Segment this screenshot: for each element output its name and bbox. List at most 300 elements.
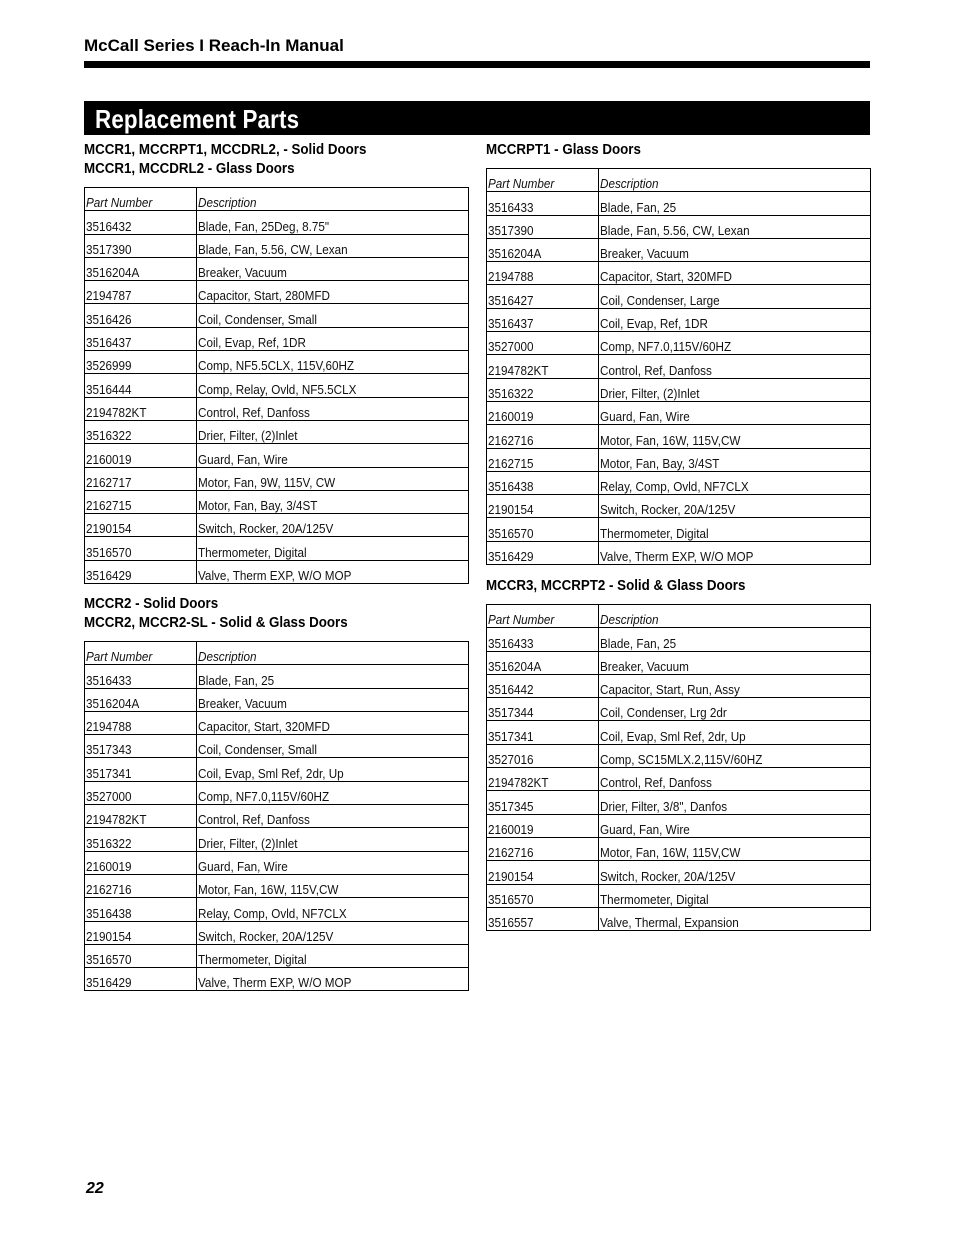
part-number-cell	[85, 921, 197, 944]
table-row	[487, 448, 871, 471]
part-number-cell-text: 2160019	[488, 409, 534, 425]
table-row	[85, 851, 469, 874]
part-number-cell-text: 3516322	[86, 428, 132, 444]
table-row	[85, 397, 469, 420]
column-header-description-label: Description	[600, 612, 659, 628]
table-row	[487, 238, 871, 261]
part-number-cell	[487, 698, 599, 721]
part-number-cell-text: 2190154	[86, 928, 132, 944]
description-cell	[599, 674, 871, 697]
parts-block-mccrpt1	[486, 141, 871, 565]
description-cell-text: Comp, Relay, Ovld, NF5.5CLX	[198, 381, 357, 397]
parts-table	[486, 604, 871, 931]
part-number-cell	[487, 651, 599, 674]
description-cell	[197, 234, 469, 257]
description-cell-text: Switch, Rocker, 20A/125V	[198, 928, 334, 944]
part-number-cell-text: 2194782KT	[86, 812, 147, 828]
description-cell	[599, 448, 871, 471]
description-cell	[599, 628, 871, 651]
part-number-cell	[487, 628, 599, 651]
description-cell	[599, 768, 871, 791]
header-rule	[84, 61, 870, 68]
part-number-cell-text: 3516438	[488, 479, 534, 495]
block-heading-line: MCCR2 - Solid Doors	[84, 596, 219, 612]
section-title: Replacement Parts	[95, 104, 300, 134]
description-cell	[599, 308, 871, 331]
parts-table	[486, 168, 871, 565]
table-row	[487, 518, 871, 541]
column-header-part-number-label: Part Number	[488, 176, 555, 192]
table-row	[487, 262, 871, 285]
column-header-part-number	[487, 605, 599, 628]
table-row	[487, 425, 871, 448]
part-number-cell-text: 2162716	[488, 432, 534, 448]
table-row	[85, 444, 469, 467]
part-number-cell	[85, 281, 197, 304]
description-cell	[197, 921, 469, 944]
part-number-cell-text: 3516444	[86, 381, 132, 397]
table-row	[85, 828, 469, 851]
description-cell	[599, 907, 871, 930]
part-number-cell	[85, 805, 197, 828]
part-number-cell-text: 2160019	[86, 451, 132, 467]
table-row	[487, 884, 871, 907]
description-cell	[599, 215, 871, 238]
block-heading-line: MCCR1, MCCRPT1, MCCDRL2, - Solid Doors	[84, 142, 367, 158]
description-cell	[197, 665, 469, 688]
description-cell-text: Blade, Fan, 25Deg, 8.75"	[198, 218, 329, 234]
table-row	[487, 814, 871, 837]
parts-table	[84, 641, 469, 991]
part-number-cell	[487, 192, 599, 215]
part-number-cell-text: 3516427	[488, 292, 534, 308]
manual-title: McCall Series I Reach-In Manual	[84, 36, 344, 55]
description-cell	[599, 518, 871, 541]
table-row	[487, 791, 871, 814]
description-cell-text: Capacitor, Start, Run, Assy	[600, 682, 740, 698]
table-row	[85, 420, 469, 443]
table-row	[85, 374, 469, 397]
description-cell-text: Motor, Fan, 9W, 115V, CW	[198, 474, 336, 490]
description-cell-text: Comp, SC15MLX.2,115V/60HZ	[600, 752, 763, 768]
description-cell	[599, 471, 871, 494]
part-number-cell-text: 3516437	[86, 335, 132, 351]
part-number-cell-text: 3517344	[488, 705, 534, 721]
description-cell	[197, 898, 469, 921]
description-cell	[197, 351, 469, 374]
description-cell-text: Valve, Therm EXP, W/O MOP	[198, 975, 352, 991]
description-cell	[197, 327, 469, 350]
part-number-cell	[85, 944, 197, 967]
table-row	[487, 861, 871, 884]
description-cell-text: Thermometer, Digital	[600, 525, 709, 541]
part-number-cell	[85, 327, 197, 350]
block-heading-line: MCCR2, MCCR2-SL - Solid & Glass Doors	[84, 615, 348, 631]
description-cell	[599, 721, 871, 744]
description-cell	[599, 651, 871, 674]
table-row	[487, 495, 871, 518]
description-cell-text: Drier, Filter, (2)Inlet	[600, 385, 700, 401]
description-cell	[599, 495, 871, 518]
part-number-cell-text: 2194782KT	[488, 775, 549, 791]
description-cell-text: Blade, Fan, 25	[198, 672, 275, 688]
description-cell	[197, 805, 469, 828]
part-number-cell-text: 2194782KT	[86, 404, 147, 420]
description-cell	[599, 401, 871, 424]
part-number-cell-text: 3516433	[488, 199, 534, 215]
description-cell	[599, 884, 871, 907]
part-number-cell	[85, 781, 197, 804]
description-cell	[197, 211, 469, 234]
table-row	[85, 968, 469, 991]
part-number-cell	[487, 238, 599, 261]
description-cell	[599, 238, 871, 261]
description-cell-text: Comp, NF5.5CLX, 115V,60HZ	[198, 358, 355, 374]
table-row	[85, 490, 469, 513]
column-header-part-number-label: Part Number	[86, 649, 153, 665]
description-cell	[197, 828, 469, 851]
table-row	[487, 674, 871, 697]
part-number-cell-text: 3527000	[86, 789, 132, 805]
part-number-cell	[487, 332, 599, 355]
column-header-description	[599, 605, 871, 628]
part-number-cell-text: 3516322	[86, 835, 132, 851]
table-header-row	[487, 605, 871, 628]
part-number-cell	[85, 211, 197, 234]
table-row	[85, 327, 469, 350]
description-cell	[197, 711, 469, 734]
description-cell	[599, 425, 871, 448]
part-number-cell-text: 3517345	[488, 798, 534, 814]
table-row	[85, 257, 469, 280]
description-cell-text: Switch, Rocker, 20A/125V	[600, 502, 736, 518]
description-cell	[599, 814, 871, 837]
table-row	[487, 215, 871, 238]
description-cell	[197, 420, 469, 443]
part-number-cell	[487, 744, 599, 767]
part-number-cell	[487, 448, 599, 471]
part-number-cell-text: 2162715	[488, 455, 534, 471]
column-header-part-number-label: Part Number	[86, 195, 153, 211]
description-cell-text: Drier, Filter, (2)Inlet	[198, 428, 298, 444]
part-number-cell-text: 2194788	[488, 269, 534, 285]
part-number-cell	[487, 518, 599, 541]
part-number-cell-text: 3516570	[86, 952, 132, 968]
table-row	[487, 378, 871, 401]
description-cell-text: Relay, Comp, Ovld, NF7CLX	[198, 905, 347, 921]
column-header-part-number	[85, 642, 197, 665]
part-number-cell	[85, 560, 197, 583]
part-number-cell	[85, 374, 197, 397]
part-number-cell-text: 3517343	[86, 742, 132, 758]
part-number-cell	[487, 907, 599, 930]
description-cell-text: Control, Ref, Danfoss	[600, 362, 712, 378]
table-row	[85, 898, 469, 921]
part-number-cell-text: 3516570	[86, 544, 132, 560]
table-row	[487, 744, 871, 767]
part-number-cell-text: 3527016	[488, 752, 534, 768]
description-cell	[197, 944, 469, 967]
description-cell	[197, 758, 469, 781]
part-number-cell	[85, 420, 197, 443]
part-number-cell-text: 2162716	[86, 882, 132, 898]
description-cell-text: Valve, Therm EXP, W/O MOP	[198, 568, 352, 584]
part-number-cell-text: 3516442	[488, 682, 534, 698]
part-number-cell	[85, 665, 197, 688]
part-number-cell	[487, 471, 599, 494]
table-row	[487, 907, 871, 930]
description-cell-text: Breaker, Vacuum	[600, 246, 689, 262]
description-cell	[197, 281, 469, 304]
description-cell-text: Switch, Rocker, 20A/125V	[600, 868, 736, 884]
part-number-cell-text: 2162717	[86, 474, 132, 490]
table-row	[85, 514, 469, 537]
part-number-cell	[487, 425, 599, 448]
description-cell	[599, 262, 871, 285]
table-row	[85, 211, 469, 234]
description-cell-text: Switch, Rocker, 20A/125V	[198, 521, 334, 537]
description-cell-text: Thermometer, Digital	[198, 544, 307, 560]
table-row	[487, 768, 871, 791]
description-cell-text: Coil, Evap, Ref, 1DR	[198, 335, 306, 351]
description-cell	[197, 490, 469, 513]
column-header-description-label: Description	[600, 176, 659, 192]
description-cell-text: Control, Ref, Danfoss	[198, 812, 310, 828]
part-number-cell	[487, 401, 599, 424]
part-number-cell-text: 2194787	[86, 288, 132, 304]
part-number-cell	[487, 837, 599, 860]
description-cell-text: Valve, Thermal, Expansion	[600, 915, 739, 931]
table-row	[487, 628, 871, 651]
part-number-cell	[85, 735, 197, 758]
part-number-cell	[85, 537, 197, 560]
description-cell	[197, 444, 469, 467]
table-row	[85, 351, 469, 374]
part-number-cell-text: 3517341	[86, 765, 132, 781]
block-heading-line: MCCR3, MCCRPT2 - Solid & Glass Doors	[486, 578, 746, 594]
part-number-cell-text: 3516438	[86, 905, 132, 921]
description-cell	[197, 514, 469, 537]
column-header-description	[197, 642, 469, 665]
part-number-cell	[85, 711, 197, 734]
column-header-description	[197, 188, 469, 211]
column-header-part-number	[85, 188, 197, 211]
description-cell	[599, 355, 871, 378]
table-row	[85, 688, 469, 711]
part-number-cell	[487, 262, 599, 285]
part-number-cell	[85, 444, 197, 467]
part-number-cell-text: 3517390	[86, 241, 132, 257]
part-number-cell-text: 2190154	[488, 502, 534, 518]
table-row	[487, 308, 871, 331]
description-cell-text: Coil, Condenser, Small	[198, 742, 318, 758]
table-row	[487, 721, 871, 744]
part-number-cell	[85, 234, 197, 257]
table-row	[85, 711, 469, 734]
description-cell	[197, 851, 469, 874]
description-cell-text: Capacitor, Start, 320MFD	[198, 719, 331, 735]
part-number-cell	[487, 495, 599, 518]
description-cell	[599, 861, 871, 884]
table-row	[487, 837, 871, 860]
part-number-cell-text: 3516570	[488, 891, 534, 907]
description-cell-text: Coil, Condenser, Small	[198, 311, 318, 327]
part-number-cell-text: 2162716	[488, 845, 534, 861]
part-number-cell-text: 2190154	[488, 868, 534, 884]
part-number-cell-text: 3516204A	[488, 246, 542, 262]
part-number-cell	[85, 968, 197, 991]
description-cell	[197, 560, 469, 583]
part-number-cell	[85, 351, 197, 374]
description-cell-text: Comp, NF7.0,115V/60HZ	[600, 339, 732, 355]
part-number-cell	[85, 851, 197, 874]
part-number-cell	[85, 758, 197, 781]
table-row	[85, 537, 469, 560]
description-cell	[599, 378, 871, 401]
part-number-cell	[487, 285, 599, 308]
part-number-cell	[85, 898, 197, 921]
description-cell-text: Drier, Filter, 3/8", Danfos	[600, 798, 728, 814]
part-number-cell	[85, 397, 197, 420]
table-row	[85, 560, 469, 583]
description-cell-text: Valve, Therm EXP, W/O MOP	[600, 549, 754, 565]
description-cell	[197, 781, 469, 804]
part-number-cell-text: 3516204A	[86, 695, 140, 711]
part-number-cell	[85, 688, 197, 711]
table-row	[487, 332, 871, 355]
description-cell-text: Coil, Condenser, Large	[600, 292, 720, 308]
section-banner	[84, 101, 870, 135]
part-number-cell-text: 3516437	[488, 316, 534, 332]
description-cell-text: Breaker, Vacuum	[600, 658, 689, 674]
description-cell	[197, 735, 469, 758]
part-number-cell-text: 2162715	[86, 498, 132, 514]
column-header-description-label: Description	[198, 195, 257, 211]
description-cell	[599, 192, 871, 215]
parts-table	[84, 187, 469, 584]
description-cell-text: Coil, Evap, Sml Ref, 2dr, Up	[600, 728, 746, 744]
table-row	[487, 471, 871, 494]
part-number-cell-text: 3516570	[488, 525, 534, 541]
table-row	[85, 944, 469, 967]
description-cell	[599, 285, 871, 308]
table-row	[85, 304, 469, 327]
table-row	[487, 355, 871, 378]
part-number-cell-text: 3516557	[488, 915, 534, 931]
description-cell-text: Thermometer, Digital	[198, 952, 307, 968]
part-number-cell	[85, 304, 197, 327]
part-number-cell-text: 3517390	[488, 222, 534, 238]
parts-block-mccr3	[486, 577, 871, 931]
description-cell-text: Breaker, Vacuum	[198, 265, 287, 281]
block-heading-line: MCCRPT1 - Glass Doors	[486, 142, 641, 158]
table-header-row	[487, 169, 871, 192]
description-cell-text: Control, Ref, Danfoss	[198, 404, 310, 420]
description-cell	[599, 837, 871, 860]
block-heading-line: MCCR1, MCCDRL2 - Glass Doors	[84, 161, 295, 177]
part-number-cell-text: 3516433	[86, 672, 132, 688]
description-cell	[197, 968, 469, 991]
part-number-cell-text: 2194782KT	[488, 362, 549, 378]
description-cell	[197, 688, 469, 711]
part-number-cell-text: 3516429	[488, 549, 534, 565]
table-row	[85, 467, 469, 490]
description-cell	[599, 791, 871, 814]
part-number-cell	[487, 791, 599, 814]
description-cell-text: Blade, Fan, 5.56, CW, Lexan	[600, 222, 750, 238]
description-cell	[599, 744, 871, 767]
part-number-cell-text: 3516322	[488, 385, 534, 401]
part-number-cell-text: 2190154	[86, 521, 132, 537]
table-row	[85, 874, 469, 897]
description-cell-text: Capacitor, Start, 280MFD	[198, 288, 331, 304]
description-cell	[197, 397, 469, 420]
part-number-cell-text: 2160019	[86, 858, 132, 874]
description-cell	[197, 374, 469, 397]
description-cell-text: Motor, Fan, Bay, 3/4ST	[600, 455, 720, 471]
description-cell-text: Blade, Fan, 25	[600, 199, 677, 215]
page-number: 22	[86, 1180, 104, 1197]
part-number-cell-text: 3516204A	[86, 265, 140, 281]
part-number-cell	[85, 874, 197, 897]
description-cell-text: Coil, Evap, Sml Ref, 2dr, Up	[198, 765, 344, 781]
description-cell	[197, 304, 469, 327]
part-number-cell-text: 3516432	[86, 218, 132, 234]
description-cell-text: Motor, Fan, Bay, 3/4ST	[198, 498, 318, 514]
column-header-part-number-label: Part Number	[488, 612, 555, 628]
description-cell-text: Coil, Evap, Ref, 1DR	[600, 316, 708, 332]
part-number-cell-text: 2194788	[86, 719, 132, 735]
part-number-cell	[487, 814, 599, 837]
description-cell-text: Breaker, Vacuum	[198, 695, 287, 711]
table-row	[487, 541, 871, 564]
description-cell-text: Thermometer, Digital	[600, 891, 709, 907]
table-row	[85, 758, 469, 781]
description-cell	[197, 257, 469, 280]
table-row	[85, 665, 469, 688]
description-cell-text: Motor, Fan, 16W, 115V,CW	[198, 882, 339, 898]
column-header-description	[599, 169, 871, 192]
part-number-cell-text: 3516204A	[488, 658, 542, 674]
description-cell-text: Blade, Fan, 25	[600, 635, 677, 651]
part-number-cell	[487, 884, 599, 907]
part-number-cell	[85, 490, 197, 513]
table-row	[85, 921, 469, 944]
description-cell	[599, 541, 871, 564]
part-number-cell-text: 3527000	[488, 339, 534, 355]
table-row	[85, 805, 469, 828]
description-cell-text: Guard, Fan, Wire	[600, 821, 690, 837]
part-number-cell	[487, 215, 599, 238]
part-number-cell-text: 2160019	[488, 821, 534, 837]
description-cell	[197, 467, 469, 490]
description-cell-text: Guard, Fan, Wire	[198, 451, 288, 467]
description-cell	[197, 874, 469, 897]
table-row	[85, 781, 469, 804]
parts-block-mccr2	[84, 595, 469, 991]
description-cell-text: Guard, Fan, Wire	[600, 409, 690, 425]
part-number-cell	[487, 541, 599, 564]
part-number-cell-text: 3516433	[488, 635, 534, 651]
part-number-cell-text: 3517341	[488, 728, 534, 744]
description-cell-text: Guard, Fan, Wire	[198, 858, 288, 874]
description-cell-text: Control, Ref, Danfoss	[600, 775, 712, 791]
table-row	[85, 281, 469, 304]
description-cell-text: Capacitor, Start, 320MFD	[600, 269, 733, 285]
part-number-cell-text: 3516429	[86, 568, 132, 584]
table-row	[487, 285, 871, 308]
part-number-cell-text: 3526999	[86, 358, 132, 374]
